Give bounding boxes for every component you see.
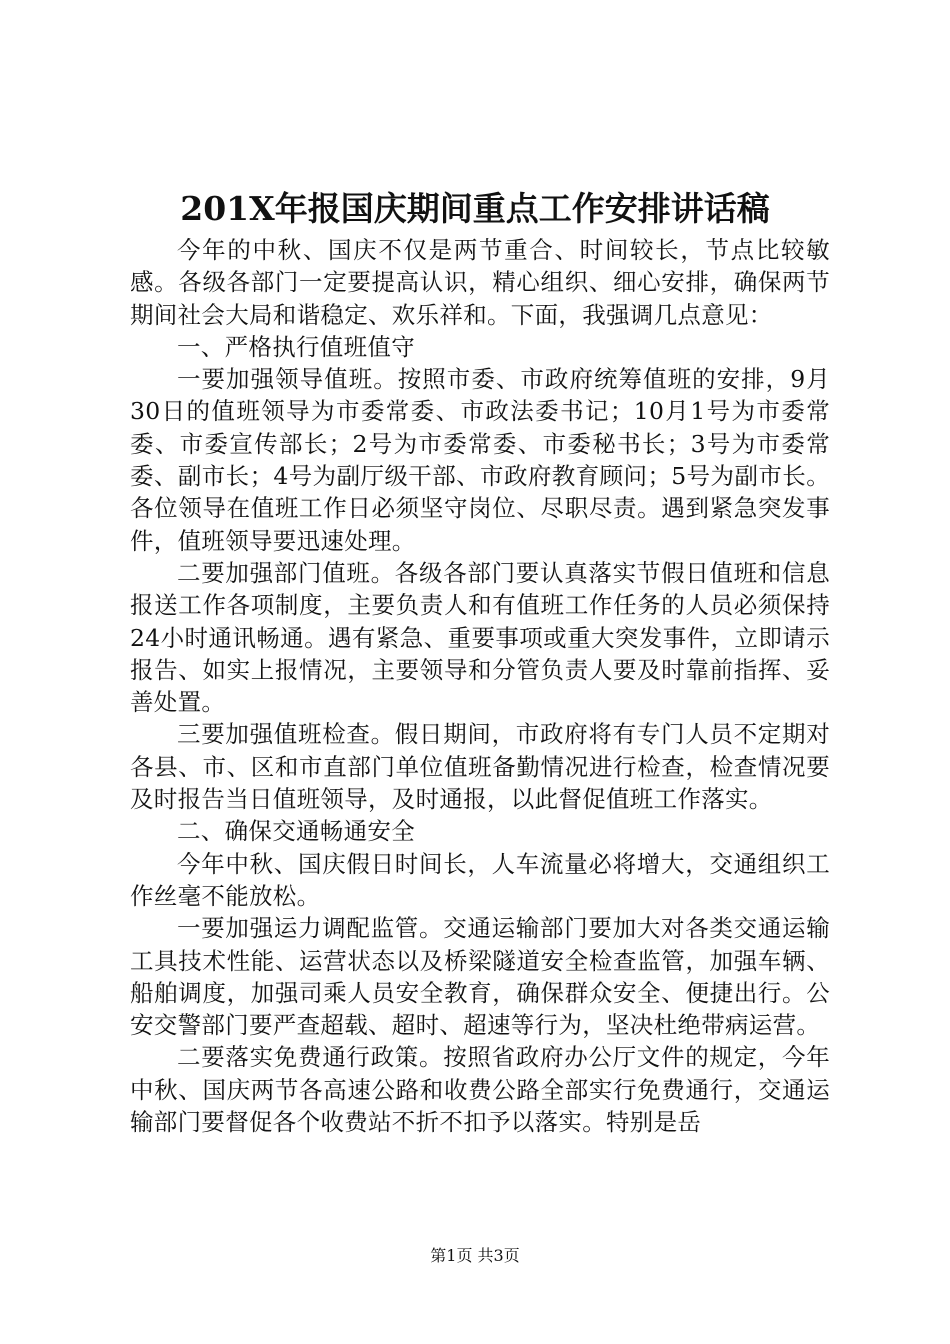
section-heading: 二、确保交通畅通安全 (177, 817, 415, 846)
paragraph: 今年中秋、国庆假日时间长，人车流量必将增大，交通组织工作丝毫不能放松。 (130, 849, 830, 910)
page-footer: 第1页 共3页 (430, 1246, 520, 1265)
paragraph: 一要加强运力调配监管。交通运输部门要加大对各类交通运输工具技术性能、运营状态以及桥梁隧道安全检查监管，加强车辆、船舶调度，加强司乘人员安全教育，确保群众安全、便捷出行。公安交警部门要严查超载、超时、超速等行为，坚决杜绝带病运营。 (130, 914, 830, 1040)
document-body (130, 234, 830, 1138)
paragraph: 今年的中秋、国庆不仅是两节重合、时间较长，节点比较敏感。各级各部门一定要提高认识，精心组织、细心安排，确保两节期间社会大局和谐稳定、欢乐祥和。下面，我强调几点意见： (130, 236, 830, 329)
document-title: 201X年报国庆期间重点工作安排讲话稿 (180, 189, 770, 228)
paragraph: 二要落实免费通行政策。按照省政府办公厅文件的规定，今年中秋、国庆两节各高速公路和收费公路全部实行免费通行，交通运输部门要督促各个收费站不折不扣予以落实。特别是岳 (130, 1043, 830, 1137)
paragraph: 三要加强值班检查。假日期间，市政府将有专门人员不定期对各县、市、区和市直部门单位值班备勤情况进行检查，检查情况要及时报告当日值班领导，及时通报，以此督促值班工作落实。 (130, 720, 830, 814)
paragraph: 一要加强领导值班。按照市委、市政府统筹值班的安排，9月30日的值班领导为市委常委、市政法委书记；10月1号为市委常委、市委宣传部长；2号为市委常委、市委秘书长；3号为市委常委、副市长；4号为副厅级干部、市政府教育顾问；5号为副市长。各位领导在值班工作日必须坚守岗位、尽职尽责。遇到紧急突发事件，值班领导要迅速处理。 (130, 365, 830, 555)
paragraph: 二要加强部门值班。各级各部门要认真落实节假日值班和信息报送工作各项制度，主要负责人和有值班工作任务的人员必须保持24小时通讯畅通。遇有紧急、重要事项或重大突发事件，立即请示报告、如实上报情况，主要领导和分管负责人要及时靠前指挥、妥善处置。 (130, 558, 830, 717)
section-heading: 一、严格执行值班值守 (177, 332, 415, 361)
